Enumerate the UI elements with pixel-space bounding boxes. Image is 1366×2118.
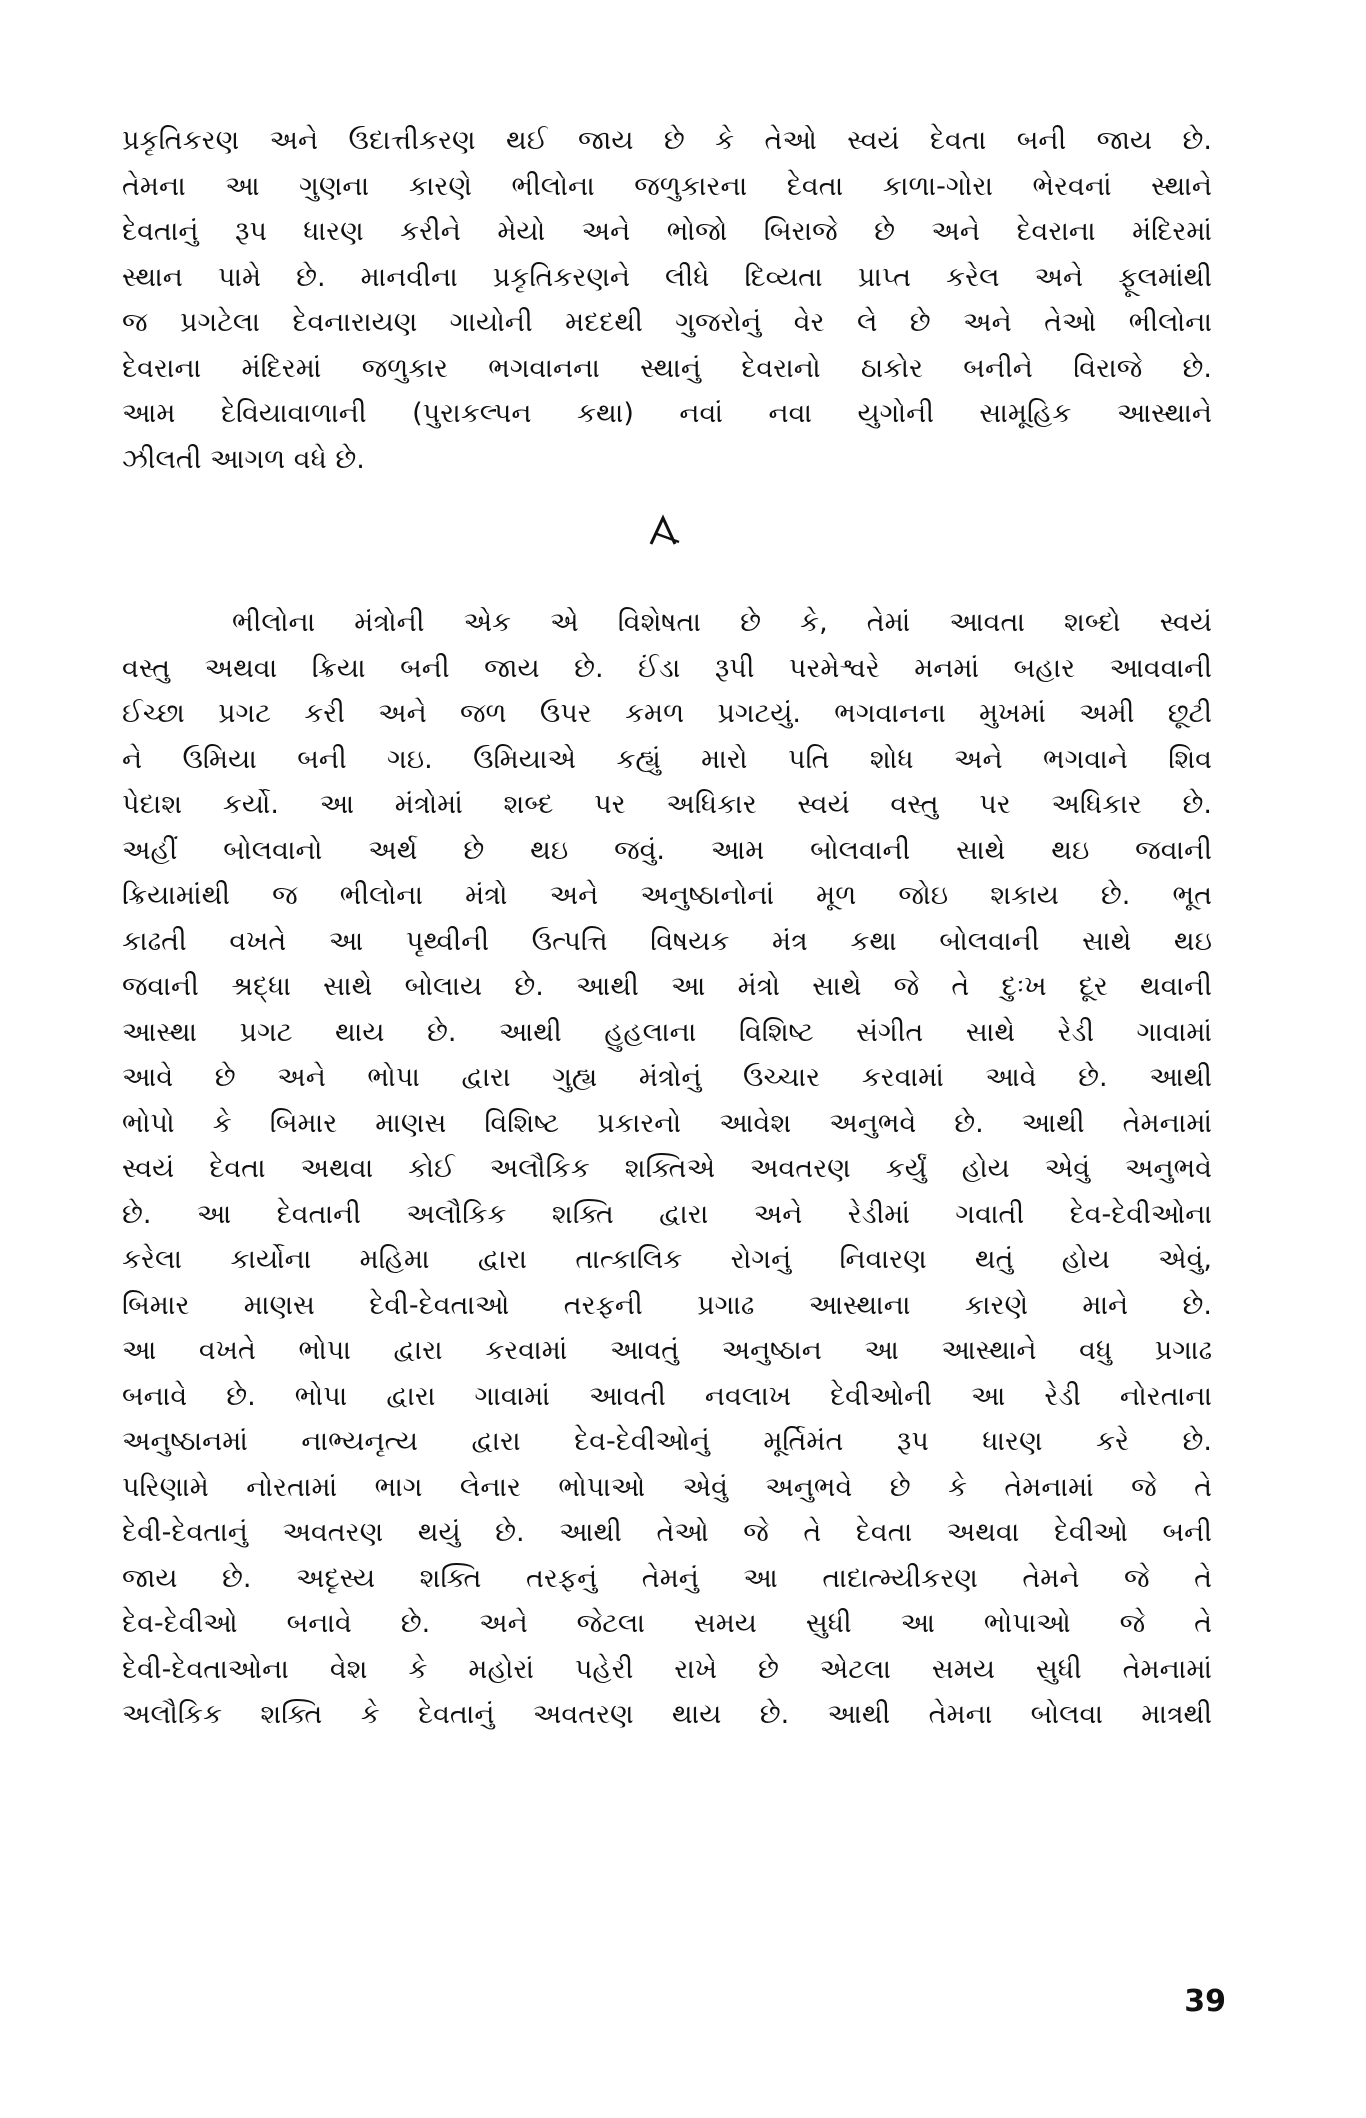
text-line: ભોપો કે બિમાર માણસ વિશિષ્ટ પ્રકારનો આવેશ અનુભવે છે. આથી તેમનામાં [122, 1107, 1212, 1139]
text-line: પેદાશ કર્યો. આ મંત્રોમાં શબ્દ પર અધિકાર સ્વયં વસ્તુ પર અધિકાર છે. [122, 789, 1212, 820]
text-line: આસ્થા પ્રગટ થાય છે. આથી હુહલાના વિશિષ્ટ સંગીત સાથે રેડી ગાવામાં [122, 1016, 1212, 1048]
handwritten-insert-mark [643, 510, 683, 550]
text-line: કાઢતી વખતે આ પૃથ્વીની ઉત્પત્તિ વિષયક મંત્ર કથા બોલવાની સાથે થઇ [122, 925, 1212, 957]
text-line: ભીલોના મંત્રોની એક એ વિશેષતા છે કે, તેમાં આવતા શબ્દો સ્વયં [232, 607, 1212, 638]
text-line: દેવ-દેવીઓ બનાવે છે. અને જેટલા સમય સુધી આ ભોપાઓ જે તે [122, 1608, 1212, 1639]
text-line: છે. આ દેવતાની અલૌકિક શક્તિ દ્વારા અને રેડીમાં ગવાતી દેવ-દેવીઓના [122, 1198, 1212, 1230]
text-line: દેવરાના મંદિરમાં જળુકાર ભગવાનના સ્થાનું દેવરાનો ઠાકોર બનીને વિરાજે છે. [122, 352, 1212, 384]
paragraph-1 [122, 118, 1212, 482]
text-line: બનાવે છે. ભોપા દ્વારા ગાવામાં આવતી નવલાખ દેવીઓની આ રેડી નોરતાના [122, 1380, 1212, 1412]
text-line: બિમાર માણસ દેવી-દેવતાઓ તરફની પ્રગાઢ આસ્થાના કારણે માને છે. [122, 1289, 1212, 1321]
text-line: ક્રિયામાંથી જ ભીલોના મંત્રો અને અનુષ્ઠાનોનાં મૂળ જોઇ શકાય છે. ભૂત [122, 880, 1212, 911]
text-line: તેમના આ ગુણના કારણે ભીલોના જળુકારના દેવતા કાળા-ગોરા ભેરવનાં સ્થાને [122, 170, 1212, 202]
text-line: ઝીલતી આગળ વધે છે. [122, 443, 365, 475]
text-line: વસ્તુ અથવા ક્રિયા બની જાય છે. ઈંડા રૂપી પરમેશ્વરે મનમાં બહાર આવવાની [122, 652, 1212, 684]
text-line: આ વખતે ભોપા દ્વારા કરવામાં આવતું અનુષ્ઠાન આ આસ્થાને વધુ પ્રગાઢ [122, 1335, 1212, 1366]
text-line: આમ દેવિયાવાળાની (પુરાકલ્પન કથા) નવાં નવા યુગોની સામૂહિક આસ્થાને [122, 398, 1212, 429]
text-line: અલૌકિક શક્તિ કે દેવતાનું અવતરણ થાય છે. આથી તેમના બોલવા માત્રથી [122, 1699, 1212, 1730]
text-line: સ્વયં દેવતા અથવા કોઈ અલૌકિક શક્તિએ અવતરણ કર્યું હોય એવું અનુભવે [122, 1153, 1212, 1184]
text-line: દેવતાનું રૂપ ધારણ કરીને મેયો અને ભોજો બિરાજે છે અને દેવરાના મંદિરમાં [122, 216, 1212, 247]
text-line: અહીં બોલવાનો અર્થ છે થઇ જવું. આમ બોલવાની સાથે થઇ જવાની [122, 834, 1212, 866]
paragraph-2 [122, 600, 1212, 1738]
text-line: જાય છે. અદૃસ્ય શક્તિ તરફનું તેમનું આ તાદાત્મ્યીકરણ તેમને જે તે [122, 1562, 1212, 1594]
text-line: કરેલા કાર્યોના મહિમા દ્વારા તાત્કાલિક રોગનું નિવારણ થતું હોય એવું, [122, 1244, 1212, 1275]
text-line: દેવી-દેવતાનું અવતરણ થયું છે. આથી તેઓ જે તે દેવતા અથવા દેવીઓ બની [122, 1517, 1212, 1548]
text-line: આવે છે અને ભોપા દ્વારા ગુહ્ય મંત્રોનું ઉચ્ચાર કરવામાં આવે છે. આથી [122, 1062, 1212, 1093]
text-line: પ્રકૃતિકરણ અને ઉદાત્તીકરણ થઈ જાય છે કે તેઓ સ્વયં દેવતા બની જાય છે. [122, 125, 1212, 156]
text-line: દેવી-દેવતાઓના વેશ કે મહોરાં પહેરી રાખે છે એટલા સમય સુધી તેમનામાં [122, 1653, 1212, 1685]
text-line: ઈચ્છા પ્રગટ કરી અને જળ ઉપર કમળ પ્રગટયું. ભગવાનના મુખમાં અમી છૂટી [122, 698, 1212, 729]
text-line: પરિણામે નોરતામાં ભાગ લેનાર ભોપાઓ એવું અનુભવે છે કે તેમનામાં જે તે [122, 1471, 1212, 1503]
text-line: જવાની શ્રદ્ધા સાથે બોલાય છે. આથી આ મંત્રો સાથે જે તે દુઃખ દૂર થવાની [122, 971, 1212, 1002]
text-line: સ્થાન પામે છે. માનવીના પ્રકૃતિકરણને લીધે દિવ્યતા પ્રાપ્ત કરેલ અને ફૂલમાંથી [122, 261, 1212, 293]
text-line: અનુષ્ઠાનમાં નાભ્યનૃત્ય દ્વારા દેવ-દેવીઓનું મૂર્તિમંત રૂપ ધારણ કરે છે. [122, 1426, 1212, 1457]
text-line: જ પ્રગટેલા દેવનારાયણ ગાયોની મદદથી ગુજરોનું વેર લે છે અને તેઓ ભીલોના [122, 307, 1212, 338]
page-number: 39 [1184, 1984, 1226, 2019]
text-line: ને ઉમિયા બની ગઇ. ઉમિયાએ કહ્યું મારો પતિ શોધ અને ભગવાને શિવ [122, 743, 1212, 775]
